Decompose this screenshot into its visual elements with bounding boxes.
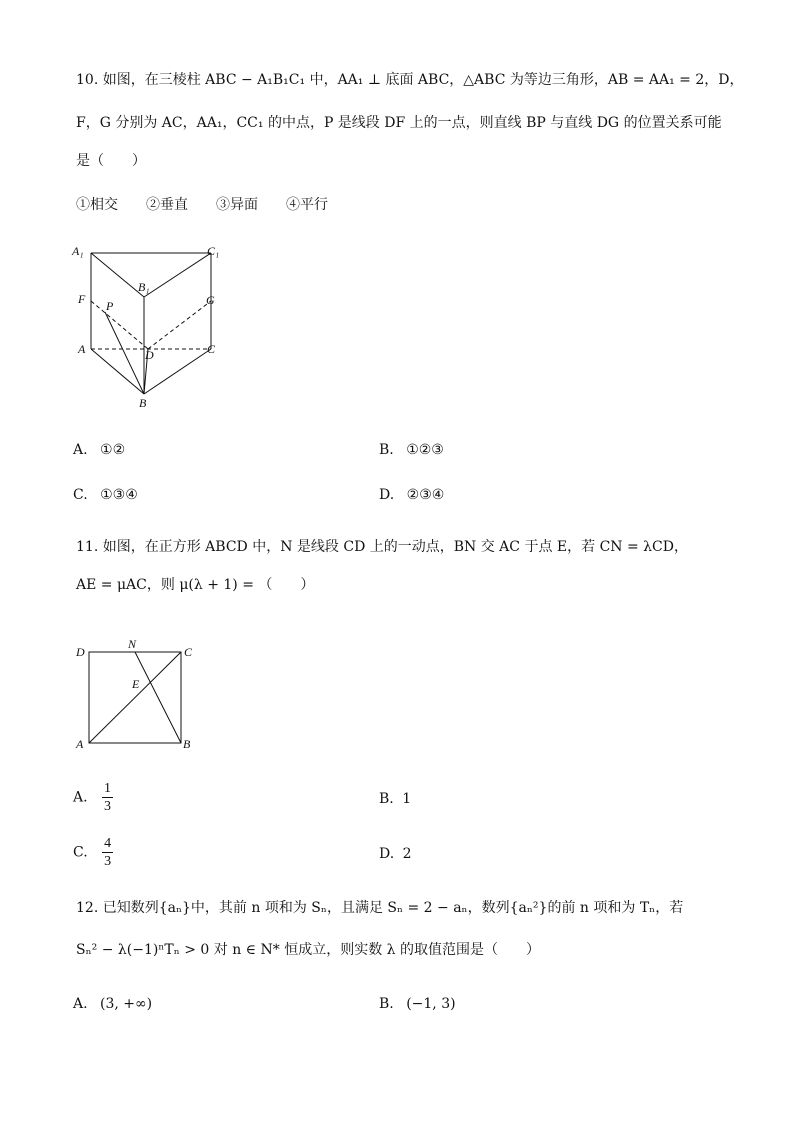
label-B1: B₁ xyxy=(138,280,150,294)
label-C1: C₁ xyxy=(207,244,220,258)
q10-line-3: 是（ ） xyxy=(76,153,146,169)
option-key: D. xyxy=(379,846,395,862)
label-B: B xyxy=(183,737,191,751)
option-text: ①② xyxy=(100,442,126,458)
option-text: (−1, 3) xyxy=(406,996,456,1012)
q10-option-c[interactable] xyxy=(73,485,138,505)
square-figure xyxy=(70,635,200,755)
label-P: P xyxy=(106,299,114,313)
q10-line-2: F，G 分别为 AC，AA₁，CC₁ 的中点，P 是线段 DF 上的一点，则直线 BP 与直线 DG 的位置关系可能 xyxy=(76,115,722,131)
q12-option-b[interactable] xyxy=(379,994,456,1014)
numerator: 4 xyxy=(104,836,112,851)
q12-option-a[interactable] xyxy=(73,994,152,1014)
prism-figure xyxy=(70,240,225,412)
option-key: D. xyxy=(379,487,395,503)
option-key: A. xyxy=(73,442,88,458)
q10-option-a[interactable] xyxy=(73,440,125,460)
q11-option-b[interactable] xyxy=(379,789,411,809)
label-F: F xyxy=(78,292,86,306)
option-text: 1 xyxy=(402,791,412,807)
fraction xyxy=(102,835,113,870)
label-C: C xyxy=(207,342,216,356)
option-text: ②③④ xyxy=(406,487,445,503)
q10-option-b[interactable] xyxy=(379,440,444,460)
q11-line-1: 11. 如图，在正方形 ABCD 中，N 是线段 CD 上的一动点，BN 交 AC 于点 E，若 CN = λCD， xyxy=(76,539,688,555)
option-key: B. xyxy=(379,442,394,458)
option-key: A. xyxy=(73,789,88,806)
denominator: 3 xyxy=(104,854,112,869)
option-text: (3, +∞) xyxy=(100,996,153,1012)
label-A: A xyxy=(76,737,84,751)
q11-option-a[interactable] xyxy=(73,780,113,815)
q11-line-2: AE = μAC，则 μ(λ + 1) = （ ） xyxy=(76,577,315,593)
label-A1: A₁ xyxy=(72,244,84,258)
label-B: B xyxy=(139,396,147,410)
label-N: N xyxy=(128,637,137,651)
label-D: D xyxy=(145,348,154,362)
option-key: A. xyxy=(73,996,88,1012)
label-D: D xyxy=(76,645,85,659)
option-key: C. xyxy=(73,487,88,503)
q10-statements: ①相交 ②垂直 ③异面 ④平行 xyxy=(76,197,328,213)
option-key: B. xyxy=(379,791,394,807)
label-A: A xyxy=(78,342,86,356)
q11-option-d[interactable] xyxy=(379,844,412,864)
label-C: C xyxy=(184,645,193,659)
q10-line-1: 10. 如图，在三棱柱 ABC − A₁B₁C₁ 中，AA₁ ⊥ 底面 ABC，△ABC 为等边三角形，AB = AA₁ = 2，D， xyxy=(76,72,744,88)
q12-line-1: 12. 已知数列{aₙ}中，其前 n 项和为 Sₙ，且满足 Sₙ = 2 − aₙ，数列{aₙ²}的前 n 项和为 Tₙ，若 xyxy=(76,900,684,916)
label-G: G xyxy=(206,293,215,307)
option-text: ①③④ xyxy=(100,487,138,503)
option-text: 2 xyxy=(402,846,412,862)
q10-option-d[interactable] xyxy=(379,485,444,505)
q11-option-c[interactable] xyxy=(73,835,113,870)
label-E: E xyxy=(132,677,140,691)
q12-line-2: Sₙ² − λ(−1)ⁿTₙ > 0 对 n ∈ N* 恒成立，则实数 λ 的取值范围是（ ） xyxy=(76,942,540,958)
numerator: 1 xyxy=(104,781,112,796)
denominator: 3 xyxy=(104,799,112,814)
option-key: B. xyxy=(379,996,394,1012)
fraction xyxy=(102,780,113,815)
option-text: ①②③ xyxy=(406,442,444,458)
option-key: C. xyxy=(73,844,88,861)
